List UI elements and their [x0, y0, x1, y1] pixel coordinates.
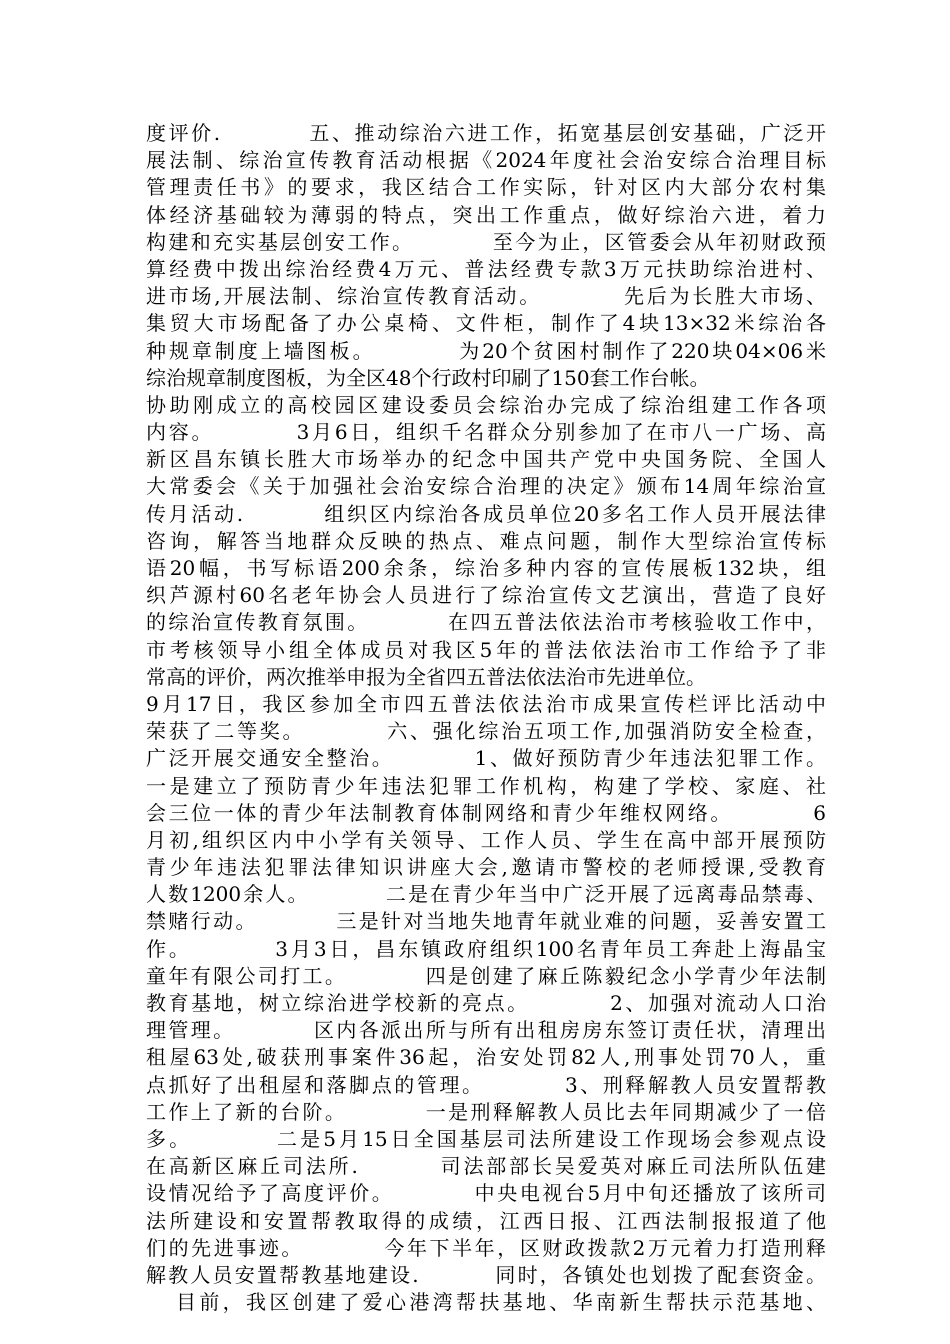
text-line: 集贸大市场配备了办公桌椅、文件柜，制作了4块13×32米综治各: [146, 311, 826, 336]
text-line: 体经济基础较为薄弱的特点，突出工作重点，做好综治六进，着力: [146, 202, 826, 227]
text-line: 解教人员安置帮教基地建设. 同时，各镇处也划拨了配套资金。: [146, 1262, 826, 1287]
text-line: 常高的评价，两次推举申报为全省四五普法依法治市先进单位。: [146, 664, 706, 689]
text-line: 月初,组织区内中小学有关领导、工作人员、学生在高中部开展预防: [146, 827, 826, 852]
text-line: 广泛开展交通安全整治。 1、做好预防青少年违法犯罪工作。: [146, 746, 826, 771]
text-line: 内容。 3月6日，组织千名群众分别参加了在市八一广场、高: [146, 420, 826, 445]
text-line: 法所建设和安置帮教取得的成绩，江西日报、江西法制报报道了他: [146, 1208, 826, 1233]
text-line: 教育基地，树立综治进学校新的亮点。 2、加强对流动人口治: [146, 991, 826, 1015]
text-line: 童年有限公司打工。 四是创建了麻丘陈毅纪念小学青少年法制: [146, 963, 826, 988]
text-line: 理管理。 区内各派出所与所有出租房房东签订责任状，清理出: [146, 1018, 826, 1043]
text-line: 设情况给予了高度评价。 中央电视台5月中旬还播放了该所司: [146, 1181, 826, 1206]
document-body: [146, 120, 826, 1316]
text-line: 在高新区麻丘司法所. 司法部部长吴爱英对麻丘司法所队伍建: [146, 1154, 826, 1179]
text-line: 租屋63处,破获刑事案件36起，治安处罚82人,刑事处罚70人，重: [146, 1045, 826, 1070]
text-line: 作。 3月3日，昌东镇政府组织100名青年员工奔赴上海晶宝: [146, 936, 826, 961]
text-line: 多。 二是5月15日全国基层司法所建设工作现场会参观点设: [146, 1126, 826, 1151]
text-line: 会三位一体的青少年法制教育体制网络和青少年维权网络。 6: [146, 800, 826, 825]
text-line: 新区昌东镇长胜大市场举办的纪念中国共产党中央国务院、全国人: [146, 447, 826, 472]
text-line: 算经费中拨出综治经费4万元、普法经费专款3万元扶助综治进村、: [146, 256, 826, 281]
text-line: 构建和充实基层创安工作。 至今为止，区管委会从年初财政预: [146, 229, 826, 254]
text-line: 织芦源村60名老年协会人员进行了综治宣传文艺演出，营造了良好: [146, 583, 826, 608]
text-line: 目前，我区创建了爱心港湾帮扶基地、华南新生帮扶示范基地、: [176, 1290, 826, 1315]
text-line: 度评价. 五、推动综治六进工作，拓宽基层创安基础，广泛开: [146, 121, 826, 145]
text-line: 进市场,开展法制、综治宣传教育活动。 先后为长胜大市场、: [146, 284, 826, 309]
text-line: 一是建立了预防青少年违法犯罪工作机构，构建了学校、家庭、社: [146, 773, 826, 798]
text-line: 协助刚成立的高校园区建设委员会综治办完成了综治组建工作各项: [146, 392, 826, 417]
text-line: 种规章制度上墙图板。 为20个贫困村制作了220块04×06米: [146, 338, 826, 363]
text-line: 传月活动. 组织区内综治各成员单位20多名工作人员开展法律: [146, 501, 826, 526]
text-line: 荣获了二等奖。 六、强化综治五项工作,加强消防安全检查，: [146, 719, 826, 744]
text-line: 的综治宣传教育氛围。 在四五普法依法治市考核验收工作中，: [146, 610, 826, 635]
text-line: 语20幅，书写标语200余条，综治多种内容的宣传展板132块，组: [146, 556, 826, 580]
text-line: 管理责任书》的要求，我区结合工作实际，针对区内大部分农村集: [146, 175, 826, 200]
text-line: 市考核领导小组全体成员对我区5年的普法依法治市工作给予了非: [146, 637, 826, 662]
text-line: 青少年违法犯罪法律知识讲座大会,邀请市警校的老师授课,受教育: [146, 855, 826, 880]
text-line: 禁赌行动。 三是针对当地失地青年就业难的问题，妥善安置工: [146, 909, 826, 934]
text-line: 展法制、综治宣传教育活动根据《2024年度社会治安综合治理目标: [146, 148, 826, 173]
text-line: 大常委会《关于加强社会治安综合治理的决定》颁布14周年综治宣: [146, 474, 826, 499]
text-line: 综治规章制度图板，为全区48个行政村印刷了150套工作台帐。: [146, 365, 710, 390]
text-line: 人数1200余人。 二是在青少年当中广泛开展了远离毒品禁毒、: [146, 882, 826, 907]
text-line: 9月17日，我区参加全市四五普法依法治市成果宣传栏评比活动中: [146, 691, 826, 716]
text-line: 咨询，解答当地群众反映的热点、难点问题，制作大型综治宣传标: [146, 528, 826, 553]
text-line: 工作上了新的台阶。 一是刑释解教人员比去年同期减少了一倍: [146, 1099, 826, 1124]
text-line: 点抓好了出租屋和落脚点的管理。 3、刑释解教人员安置帮教: [146, 1072, 826, 1097]
text-line: 们的先进事迹。 今年下半年，区财政拨款2万元着力打造刑释: [146, 1235, 826, 1260]
